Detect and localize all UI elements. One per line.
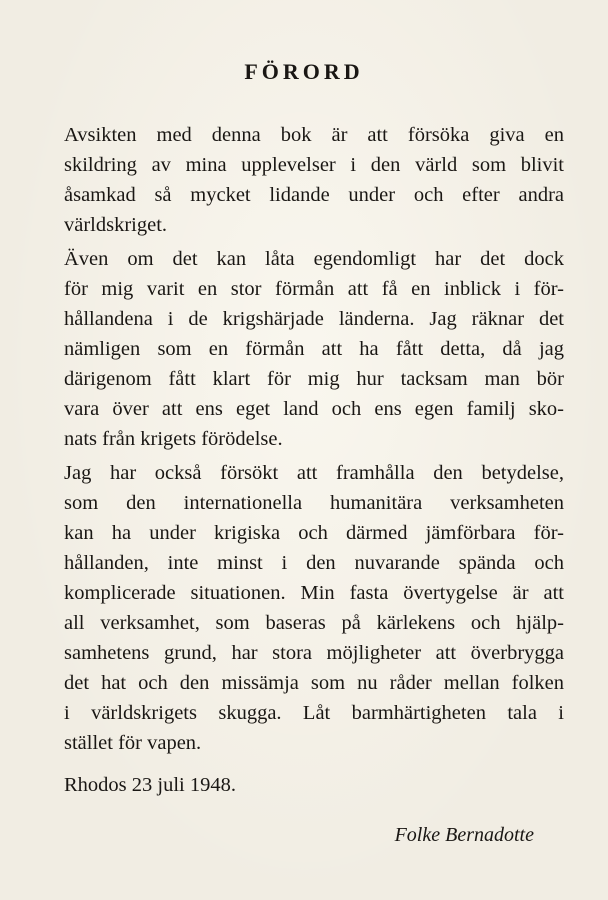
preface-body	[64, 120, 564, 758]
paragraph-2	[64, 244, 564, 454]
text-line: nämligen som en förmån att ha fått detta, då jag	[64, 338, 564, 360]
text-line: all verksamhet, som baseras på kärlekens och hjälp-	[64, 612, 564, 634]
text-line: hållandena i de krigshärjade länderna. Jag räknar det	[64, 308, 564, 330]
paragraph-3	[64, 458, 564, 758]
text-line: därigenom fått klart för mig hur tacksam man bör	[64, 368, 564, 390]
text-line: åsamkad så mycket lidande under och efter andra	[64, 184, 564, 206]
text-line: stället för vapen.	[64, 732, 202, 754]
page-title: FÖRORD	[244, 58, 364, 84]
text-line: som den internationella humanitära verksamheten	[64, 492, 564, 514]
text-line: kan ha under krigiska och därmed jämförbara för-	[64, 522, 564, 544]
text-line: världskriget.	[64, 214, 168, 236]
signature: Folke Bernadotte	[394, 824, 534, 846]
text-line: Jag har också försökt att framhålla den betydelse,	[64, 462, 564, 484]
text-line: komplicerade situationen. Min fasta övertygelse är att	[64, 582, 564, 604]
text-line: i världskrigets skugga. Låt barmhärtigheten tala i	[64, 702, 564, 724]
text-line: Även om det kan låta egendomligt har det dock	[64, 248, 564, 270]
text-line: Avsikten med denna bok är att försöka giva en	[64, 124, 564, 146]
date-line: Rhodos 23 juli 1948.	[64, 774, 236, 796]
text-line: samhetens grund, har stora möjligheter att överbrygga	[64, 642, 564, 664]
text-line: hållanden, inte minst i den nuvarande spända och	[64, 552, 564, 574]
paragraph-1	[64, 120, 564, 240]
text-line: för mig varit en stor förmån att få en inblick i för-	[64, 278, 564, 300]
text-line: vara över att ens eget land och ens egen familj sko-	[64, 398, 564, 420]
text-line: skildring av mina upplevelser i den värld som blivit	[64, 154, 564, 176]
text-line: nats från krigets förödelse.	[64, 428, 283, 450]
text-line: det hat och den missämja som nu råder mellan folken	[64, 672, 564, 694]
